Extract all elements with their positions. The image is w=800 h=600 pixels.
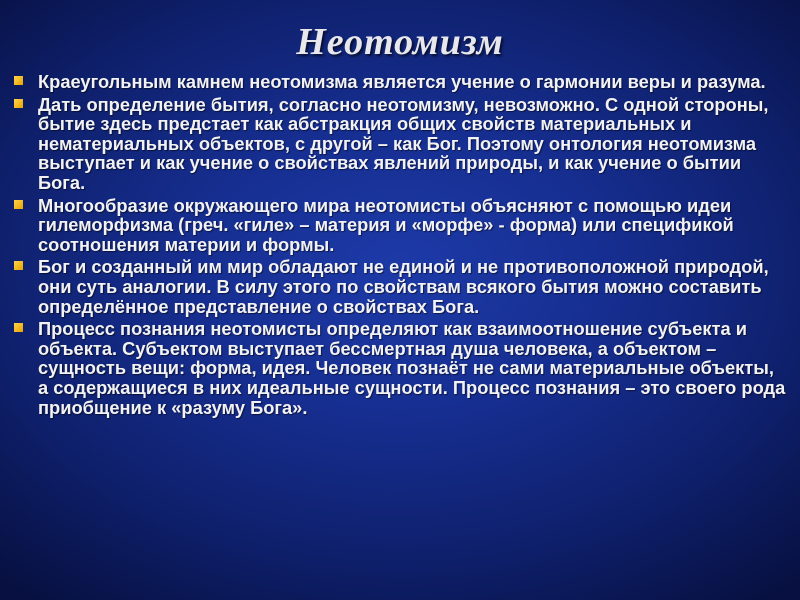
bullet-text: Дать определение бытия, согласно неотомизму, невозможно. С одной стороны, бытие здесь предстает как абстракция общих свойств материальных и нематериальных объектов, с другой – как Бог. Поэтому онтология неотомизма выступает и как учение о свойствах явлений природы, и как учение о бытии Бога.	[38, 93, 769, 193]
square-bullet-icon	[14, 76, 23, 85]
slide-title: Неотомизм	[296, 21, 504, 63]
square-bullet-icon	[14, 200, 23, 209]
bullet-item	[12, 319, 788, 417]
square-bullet-icon	[14, 99, 23, 108]
bullet-text: Многообразие окружающего мира неотомисты объясняют с помощью идеи гилеморфизма (греч. «гиле» – материя и «морфе» - форма) или спецификой соотношения материи и формы.	[38, 194, 734, 255]
bullet-item	[12, 95, 788, 193]
bullet-item	[12, 72, 788, 92]
bullet-list	[12, 72, 788, 420]
bullet-text: Краеугольным камнем неотомизма является учение о гармонии веры и разума.	[38, 71, 766, 92]
square-bullet-icon	[14, 323, 23, 332]
bullet-item	[12, 196, 788, 255]
bullet-text: Процесс познания неотомисты определяют как взаимоотношение субъекта и объекта. Субъектом выступает бессмертная душа человека, а объектом – сущность вещи: форма, идея. Человек познаёт не сами материальные объекты, а содержащиеся в них идеальные сущности. Процесс познания – это своего рода приобщение к «разуму Бога».	[38, 318, 786, 418]
square-bullet-icon	[14, 261, 23, 270]
bullet-item	[12, 257, 788, 316]
bullet-text: Бог и созданный им мир обладают не единой и не противоположной природой, они суть аналогии. В силу этого по свойствам всякого бытия можно составить определённое представление о свойствах Бога.	[38, 256, 769, 317]
